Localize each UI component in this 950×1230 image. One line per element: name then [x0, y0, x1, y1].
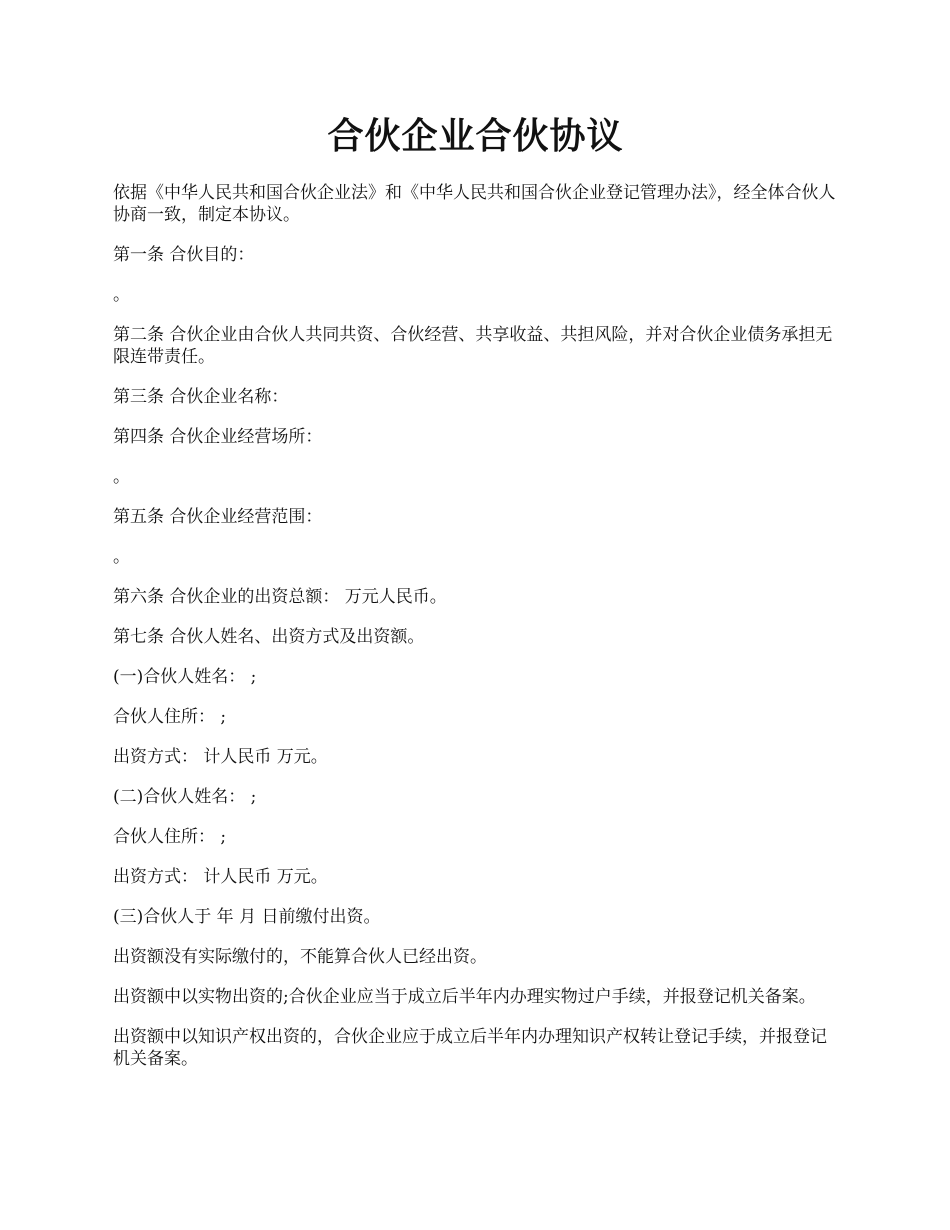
article-7-heading: 第七条 合伙人姓名、出资方式及出资额。: [113, 627, 425, 647]
article-4-content: 。: [113, 467, 130, 487]
article-1-heading: 第一条 合伙目的：: [113, 245, 255, 265]
article-1-content: 。: [113, 285, 130, 305]
preamble-paragraph: 依据《中华人民共和国合伙企业法》和《中华人民共和国合伙企业登记管理办法》，经全体合伙人协商一致，制定本协议。: [113, 183, 836, 225]
article-5-content: 。: [113, 547, 130, 567]
article-3-heading: 第三条 合伙企业名称：: [113, 387, 289, 407]
partner-1-name: (一)合伙人姓名： ;: [113, 667, 257, 687]
document-title: 合伙企业合伙协议: [327, 115, 624, 157]
in-kind-contribution-paragraph: 出资额中以实物出资的;合伙企业应当于成立后半年内办理实物过户手续，并报登记机关备案。: [113, 987, 816, 1007]
article-6-paragraph: 第六条 合伙企业的出资总额： 万元人民币。: [113, 587, 447, 607]
payment-deadline-paragraph: (三)合伙人于 年 月 日前缴付出资。: [113, 907, 381, 927]
unpaid-contribution-paragraph: 出资额没有实际缴付的，不能算合伙人已经出资。: [113, 947, 487, 967]
partner-2-contribution: 出资方式： 计人民币 万元。: [113, 867, 328, 887]
article-4-heading: 第四条 合伙企业经营场所：: [113, 427, 323, 447]
article-5-heading: 第五条 合伙企业经营范围：: [113, 507, 323, 527]
partner-1-contribution: 出资方式： 计人民币 万元。: [113, 747, 328, 767]
ip-contribution-paragraph: 出资额中以知识产权出资的，合伙企业应于成立后半年内办理知识产权转让登记手续，并报登记机关备案。: [113, 1027, 827, 1069]
article-2-paragraph: 第二条 合伙企业由合伙人共同共资、合伙经营、共享收益、共担风险，并对合伙企业债务承担无限连带责任。: [113, 325, 833, 367]
document-body: [113, 182, 838, 1070]
partner-1-address: 合伙人住所： ;: [113, 707, 227, 727]
partner-2-address: 合伙人住所： ;: [113, 827, 227, 847]
partner-2-name: (二)合伙人姓名： ;: [113, 787, 257, 807]
